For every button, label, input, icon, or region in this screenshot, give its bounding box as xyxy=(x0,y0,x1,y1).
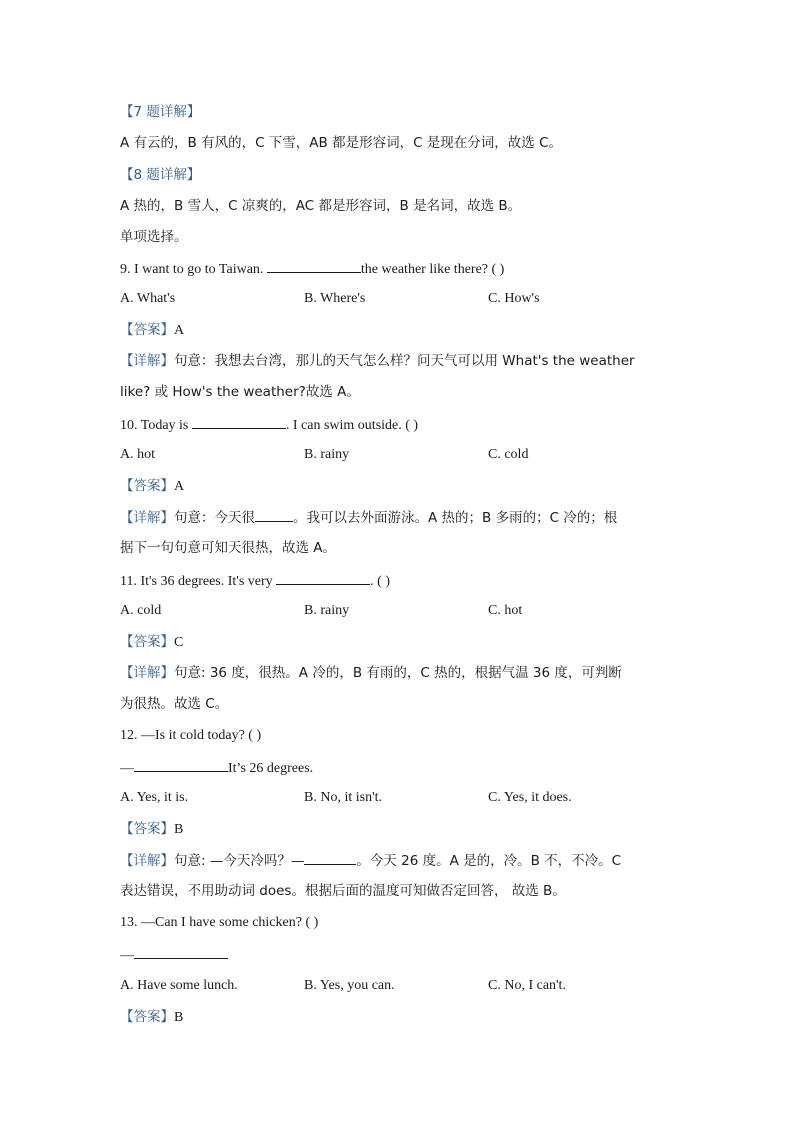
answer-value: A xyxy=(174,479,185,494)
question-11-option-b: B. rainy xyxy=(304,603,350,618)
question-11-stem xyxy=(120,571,390,591)
answer-blank xyxy=(304,851,356,865)
detail-label: 【详解】 xyxy=(120,353,174,369)
question-12-detail-cont: 表达错误，不用助动词 does。根据后面的温度可知做否定回答， 故选 B。 xyxy=(120,883,566,899)
detail-label: 【详解】 xyxy=(120,665,174,681)
question-13-stem: 13. —Can I have some chicken? ( ) xyxy=(120,915,319,930)
question-9-option-c: C. How's xyxy=(488,291,540,306)
section-title: 单项选择。 xyxy=(120,229,188,245)
answer-blank xyxy=(134,758,228,772)
question-9-stem xyxy=(120,259,504,279)
question-10-stem-end: . I can swim outside. ( ) xyxy=(285,418,419,433)
question-9-option-a: A. What's xyxy=(120,291,176,306)
detail-text: 句意: —今天冷吗？— xyxy=(174,853,305,869)
q8-header: 【8 题详解】 xyxy=(120,167,201,183)
question-11-stem-end: . ( ) xyxy=(370,574,390,589)
q7-explanation: A 有云的，B 有风的，C 下雪，AB 都是形容词，C 是现在分词，故选 C。 xyxy=(120,135,563,151)
reply-dash: — xyxy=(120,761,134,776)
question-11-stem-start: 11. It's 36 degrees. It's very xyxy=(120,574,277,589)
question-13-reply xyxy=(120,945,228,965)
detail-label: 【详解】 xyxy=(120,853,174,869)
detail-label: 【详解】 xyxy=(120,510,174,526)
question-10-option-b: B. rainy xyxy=(304,447,350,462)
question-10-option-c: C. cold xyxy=(488,447,529,462)
answer-blank xyxy=(134,945,228,959)
question-11-detail xyxy=(120,664,622,682)
question-9-stem-end: the weather like there? ( ) xyxy=(360,262,505,277)
answer-value: B xyxy=(174,822,184,837)
question-11-option-c: C. hot xyxy=(488,603,523,618)
question-13-option-a: A. Have some lunch. xyxy=(120,978,238,993)
answer-label: 【答案】 xyxy=(120,634,174,650)
question-12-option-b: B. No, it isn't. xyxy=(304,790,382,805)
detail-text-cont: 。我可以去外面游泳。A 热的；B 多雨的；C 冷的；根 xyxy=(293,510,618,526)
question-11-detail-cont: 为很热。故选 C。 xyxy=(120,696,229,712)
question-12-option-c: C. Yes, it does. xyxy=(488,790,572,805)
reply-text: It’s 26 degrees. xyxy=(228,761,314,776)
question-12-option-a: A. Yes, it is. xyxy=(120,790,189,805)
question-13-answer xyxy=(120,1008,183,1027)
question-9-detail xyxy=(120,352,635,370)
question-11-answer xyxy=(120,633,183,652)
question-9-option-b: B. Where's xyxy=(304,291,366,306)
q7-header: 【7 题详解】 xyxy=(120,104,201,120)
answer-label: 【答案】 xyxy=(120,821,174,837)
answer-blank xyxy=(255,508,293,522)
question-13-option-c: C. No, I can't. xyxy=(488,978,566,993)
question-9-detail-cont: like? 或 How's the weather?故选 A。 xyxy=(120,384,360,400)
answer-value: A xyxy=(174,323,185,338)
question-9-stem-start: 9. I want to go to Taiwan. xyxy=(120,262,267,277)
question-12-stem: 12. —Is it cold today? ( ) xyxy=(120,728,262,743)
question-10-stem-start: 10. Today is xyxy=(120,418,192,433)
answer-value: C xyxy=(174,635,184,650)
question-12-answer xyxy=(120,820,183,839)
answer-blank xyxy=(276,571,370,585)
detail-text: 句意: 36 度，很热。A 冷的，B 有雨的，C 热的，根据气温 36 度，可判断 xyxy=(174,665,622,681)
question-10-detail-cont: 据下一句句意可知天很热，故选 A。 xyxy=(120,540,337,556)
question-9-answer xyxy=(120,321,184,340)
answer-blank xyxy=(267,259,361,273)
q8-explanation: A 热的，B 雪人，C 凉爽的，AC 都是形容词，B 是名词，故选 B。 xyxy=(120,198,522,214)
question-13-option-b: B. Yes, you can. xyxy=(304,978,395,993)
detail-text: 句意：今天很 xyxy=(174,510,255,526)
question-12-detail xyxy=(120,851,621,870)
question-10-detail xyxy=(120,508,617,527)
answer-label: 【答案】 xyxy=(120,322,174,338)
question-11-option-a: A. cold xyxy=(120,603,162,618)
detail-text: 句意：我想去台湾，那儿的天气怎么样？问天气可以用 What's the weather xyxy=(174,353,635,369)
question-12-reply xyxy=(120,758,313,778)
answer-blank xyxy=(192,415,286,429)
detail-text-cont: 。今天 26 度。A 是的，冷。B 不，不冷。C xyxy=(356,853,622,869)
question-10-stem xyxy=(120,415,418,435)
answer-label: 【答案】 xyxy=(120,478,174,494)
answer-label: 【答案】 xyxy=(120,1009,174,1025)
reply-dash: — xyxy=(120,948,134,963)
question-10-option-a: A. hot xyxy=(120,447,155,462)
answer-value: B xyxy=(174,1010,184,1025)
question-10-answer xyxy=(120,477,184,496)
